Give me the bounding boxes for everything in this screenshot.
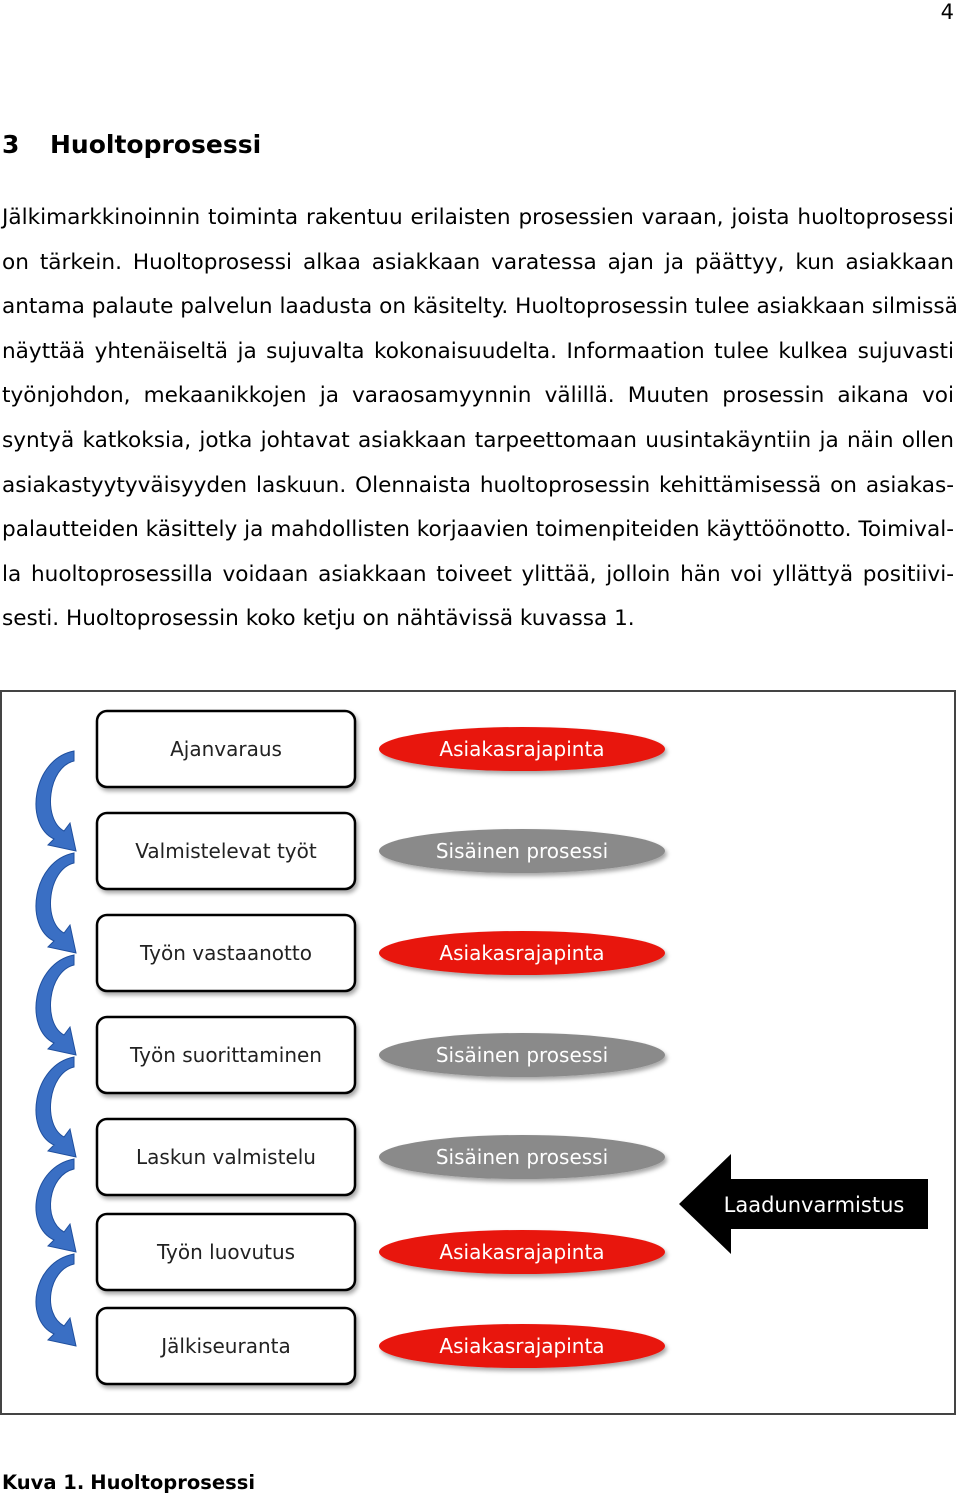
step-type-label: Asiakasrajapinta [439,941,605,965]
quality-arrow [679,1154,928,1254]
flow-arrow-icon [36,853,76,953]
step-type-label: Sisäinen prosessi [435,1043,609,1067]
step-label: Työn luovutus [156,1240,296,1264]
body-paragraph [2,196,958,642]
section-title: Huoltoprosessi [50,130,262,159]
paragraph-line: palautteiden käsittely ja mahdollisten korjaavien toimenpiteiden käyttöönotto. Toimival- [2,517,954,543]
paragraph-line: työnjohdon, mekaanikkojen ja varaosamyynnin välillä. Muuten prosessin aikana voi [2,383,954,409]
process-step [97,1017,665,1093]
flow-arrow-icon [36,1057,76,1157]
step-label: Jälkiseuranta [161,1334,291,1358]
process-step [97,915,665,991]
process-step [97,1308,665,1384]
flow-arrow-icon [36,1159,76,1252]
flow-arrow-icon [36,853,76,953]
flow-arrow-icon [36,751,76,851]
process-step [97,813,665,889]
quality-arrow-label: Laadunvarmistus [723,1193,905,1217]
section-number: 3 [2,130,20,159]
step-type-label: Sisäinen prosessi [435,839,609,863]
page-number: 4 [940,0,954,24]
paragraph-line: la huoltoprosessilla voidaan asiakkaan toiveet ylittää, jolloin hän voi yllättyä positiivi- [2,561,954,587]
process-step [97,1214,665,1290]
step-type-label: Asiakasrajapinta [439,1240,605,1264]
step-label: Valmistelevat työt [135,839,317,863]
paragraph-line: Jälkimarkkinoinnin toiminta rakentuu erilaisten prosessien varaan, joista huoltoprosessi [2,205,954,230]
paragraph-line: asiakastyytyväisyyden laskuun. Olennaista huoltoprosessin kehittämisessä on asiakas- [2,472,954,498]
step-label: Työn vastaanotto [140,941,312,965]
flow-arrow-icon [36,1057,76,1157]
caption-title: Huoltoprosessi [90,1471,255,1494]
paragraph-line: antama palaute palvelun laadusta on käsitelty. Huoltoprosessin tulee asiakkaan silmissä [2,294,958,320]
step-label: Ajanvaraus [170,737,282,761]
step-type-label: Asiakasrajapinta [439,1334,605,1358]
flow-arrow-icon [36,1254,76,1346]
paragraph-line: on tärkein. Huoltoprosessi alkaa asiakkaan varatessa ajan ja päättyy, kun asiakkaan [2,249,954,275]
flow-arrow-icon [36,955,76,1055]
process-diagram-canvas [2,692,958,1417]
step-label: Työn suorittaminen [130,1043,322,1067]
flow-arrow-icon [36,1159,76,1252]
flow-arrow-icon [36,955,76,1055]
section-heading [2,130,261,159]
process-step [97,711,665,787]
flow-arrow-icon [36,751,76,851]
process-diagram [0,690,956,1415]
paragraph-line: syntyä katkoksia, jotka johtavat asiakkaan tarpeettomaan uusintakäyntiin ja näin ollen [2,427,954,453]
paragraph-line: näyttää yhtenäiseltä ja sujuvalta kokonaisuudelta. Informaation tulee kulkea sujuvasti [2,338,954,364]
process-step [97,1119,665,1195]
step-label: Laskun valmistelu [136,1145,316,1169]
figure-caption [2,1471,255,1494]
step-type-label: Sisäinen prosessi [435,1145,609,1169]
step-type-label: Asiakasrajapinta [439,737,605,761]
paragraph-line: sesti. Huoltoprosessin koko ketju on nähtävissä kuvassa 1. [2,606,635,632]
caption-label: Kuva 1. [2,1471,85,1494]
flow-arrow-icon [36,1254,76,1346]
